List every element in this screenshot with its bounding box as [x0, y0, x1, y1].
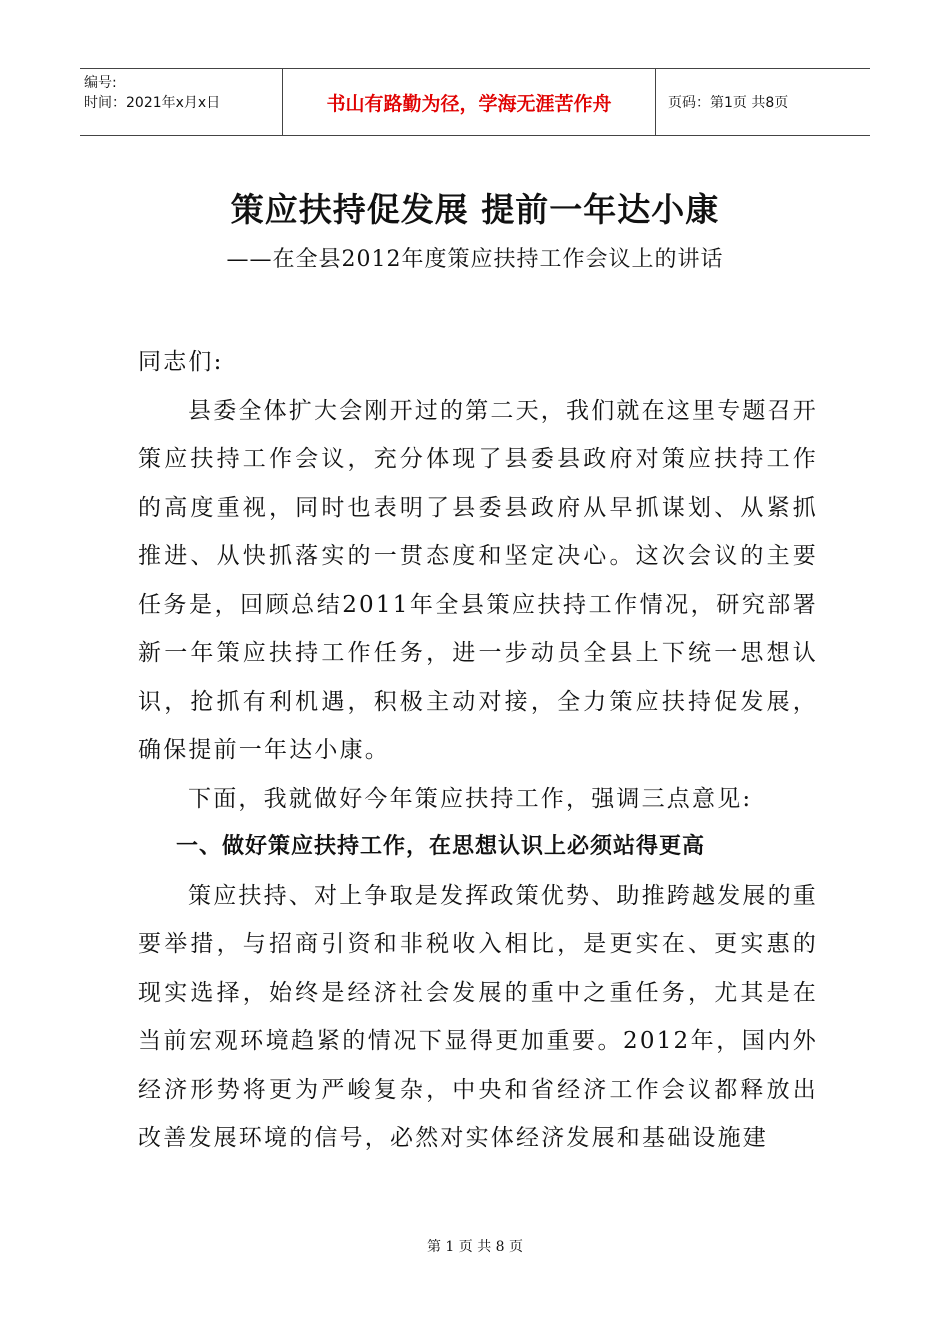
time-label: 时间：2021年x月x日 — [84, 95, 221, 111]
paragraph-2: 下面，我就做好今年策应扶持工作，强调三点意见: — [188, 785, 753, 812]
header-page-info: 页码：第1页 共8页 — [668, 95, 789, 111]
paragraph-3: 策应扶持、对上争取是发挥政策优势、助推跨越发展的重要举措，与招商引资和非税收入相比，是更实在、更实惠的现实选择，始终是经济社会发展的重中之重任务，尤其是在当前宏观环境趋紧的情况下显得更加重要。2012年，国内外经济形势将更为严峻复杂，中央和省经济工作会议都释放出改善发展环境的信号，必然对实体经济发展和基础设施建 — [138, 882, 818, 1151]
number-label: 编号: — [84, 75, 117, 91]
document-title: 策应扶持促发展 提前一年达小康 — [230, 190, 720, 229]
document-header — [80, 68, 870, 136]
document-subtitle: ——在全县2012年度策应扶持工作会议上的讲话 — [226, 247, 724, 272]
document-body — [138, 338, 818, 1163]
section-heading-1: 一、做好策应扶持工作，在思想认识上必须站得更高 — [176, 834, 706, 859]
page-footer: 第 1 页 共 8 页 — [426, 1239, 524, 1255]
salutation: 同志们: — [138, 349, 224, 375]
header-motto: 书山有路勤为径，学海无涯苦作舟 — [282, 69, 656, 135]
header-meta — [80, 69, 282, 135]
paragraph-1: 县委全体扩大会刚开过的第二天，我们就在这里专题召开策应扶持工作会议，充分体现了县委县政府对策应扶持工作的高度重视，同时也表明了县委县政府从早抓谋划、从紧抓推进、从快抓落实的一贯态度和坚定决心。这次会议的主要任务是，回顾总结2011年全县策应扶持工作情况，研究部署新一年策应扶持工作任务，进一步动员全县上下统一思想认识，抢抓有利机遇，积极主动对接，全力策应扶持促发展，确保提前一年达小康。 — [138, 397, 818, 763]
